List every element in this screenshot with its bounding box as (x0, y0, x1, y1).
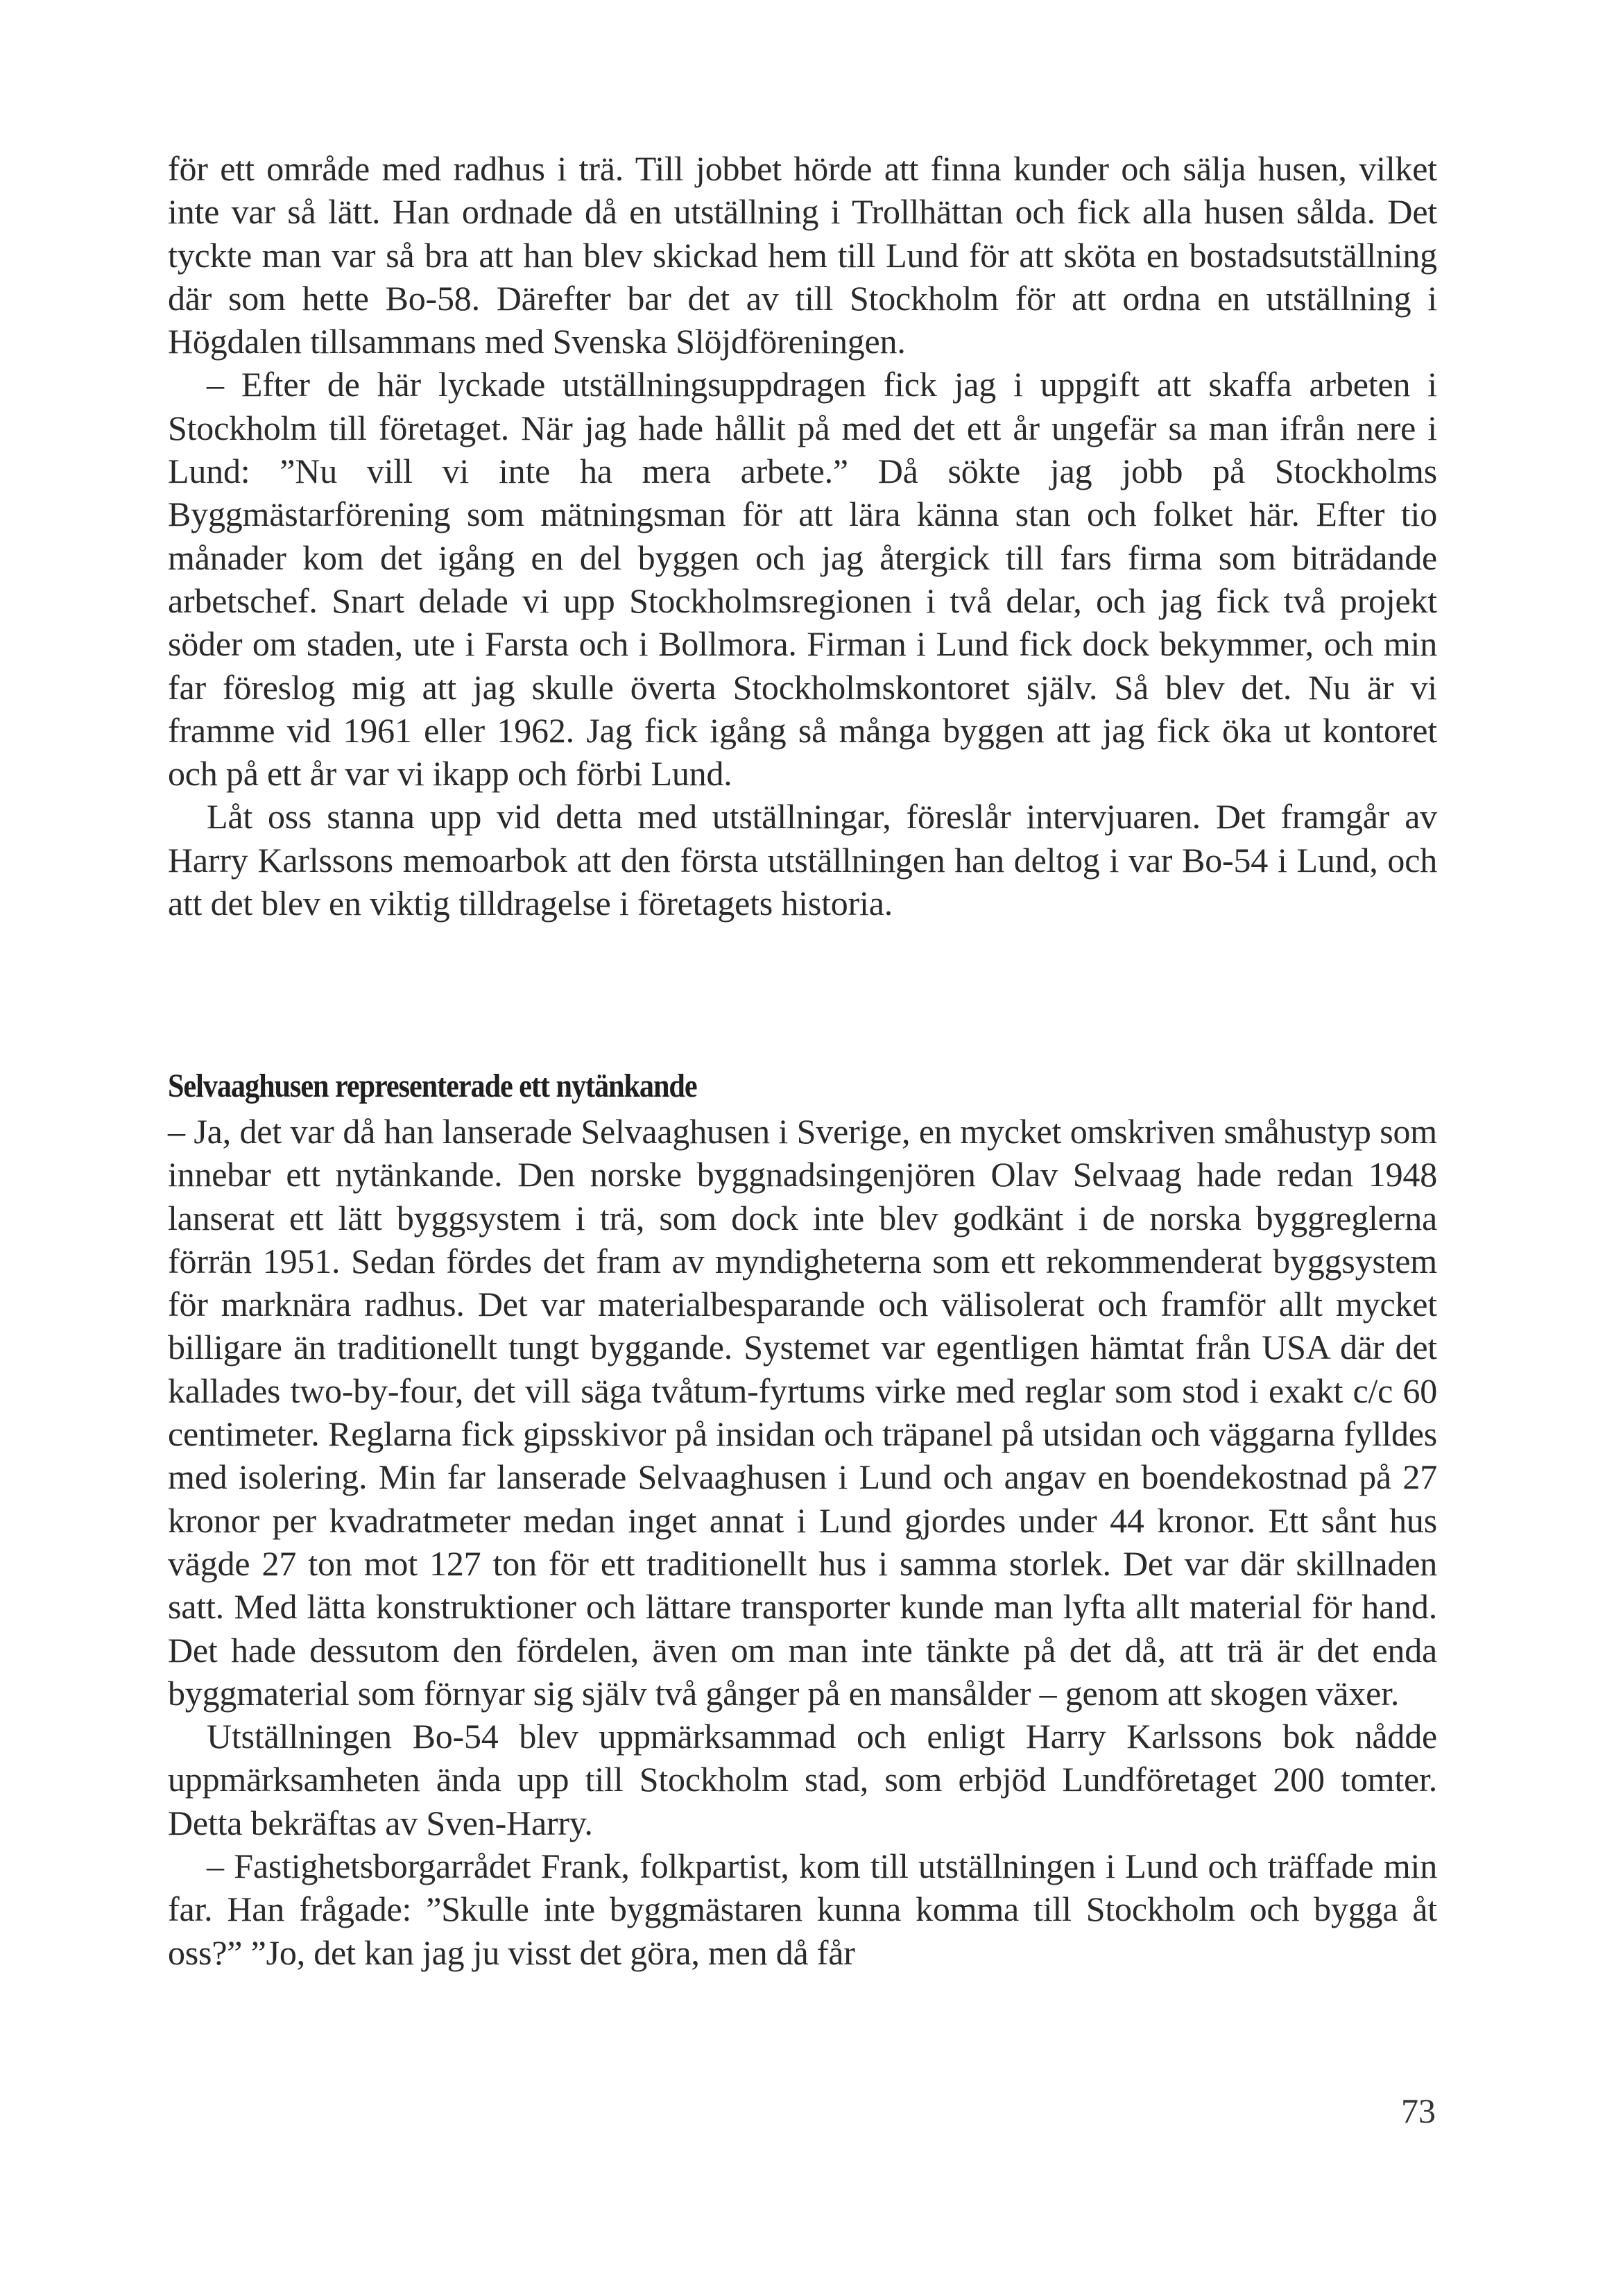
section-heading: Selvaaghusen representerade ett nytänkande (168, 1068, 697, 1104)
paragraph-quote-exhibitions: – Efter de här lyckade utställningsuppdragen fick jag i uppgift att skaffa arbeten i Stockholm till företaget. När jag hade hållit på med det ett år ungefär sa man ifrån nere i Lund: ”Nu vill vi inte ha mera arbete.” Då sökte jag jobb på Stockholms Byggmästarförening som mätningsman för att lära känna stan och folket här. Efter tio månader kom det igång en del byggen och jag återgick till fars firma som biträdande arbetschef. Snart delade vi upp Stockholmsregionen i två delar, och jag fick två projekt söder om staden, ute i Farsta och i Bollmora. Firman i Lund fick dock bekymmer, och min far föreslog mig att jag skulle överta Stockholmskontoret själv. Så blev det. Nu är vi framme vid 1961 eller 1962. Jag fick igång så många byggen att jag fick öka ut kontoret och på ett år var vi ikapp och förbi Lund. (168, 365, 1437, 794)
paragraph-frank: – Fastighetsborgarrådet Frank, folkpartist, kom till utställningen i Lund och träffade min far. Han frågade: ”Skulle inte byggmästaren kunna komma till Stockholm och bygga åt oss?” ”Jo, det kan jag ju visst det göra, men då får (168, 1847, 1437, 1972)
page-number: 73 (1401, 2091, 1436, 2130)
body-text-bottom (168, 1110, 1437, 1974)
paragraph-selvaag: – Ja, det var då han lanserade Selvaaghusen i Sverige, en mycket omskriven småhustyp som innebar ett nytänkande. Den norske byggnadsingenjören Olav Selvaag hade redan 1948 lanserat ett lätt byggsystem i trä, som dock inte blev godkänt i de norska byggreglerna förrän 1951. Sedan fördes det fram av myndigheterna som ett rekommenderat byggsystem för marknära radhus. Det var materialbesparande och välisolerat och framför allt mycket billigare än traditionellt tungt byggande. Systemet var egentligen hämtat från USA där det kallades two-by-four, det vill säga tvåtum-fyrtums virke med reglar som stod i exakt c/c 60 centimeter. Reglarna fick gipsskivor på insidan och träpanel på utsidan och väggarna fylldes med isolering. Min far lanserade Selvaaghusen i Lund och angav en boendekostnad på 27 kronor per kvadratmeter medan inget annat i Lund gjordes under 44 kronor. Ett sånt hus vägde 27 ton mot 127 ton för ett traditionellt hus i samma storlek. Det var där skillnaden satt. Med lätta konstruktioner och lättare transporter kunde man lyfta allt material för hand. Det hade dessutom den fördelen, även om man inte tänkte på det då, att trä är det enda byggmaterial som förnyar sig själv två gånger på en mansålder – genom att skogen växer. (168, 1112, 1437, 1713)
body-text-top (168, 147, 1437, 925)
paragraph-continuation: för ett område med radhus i trä. Till jobbet hörde att finna kunder och sälja husen, vilket inte var så lätt. Han ordnade då en utställning i Trollhättan och fick alla husen sålda. Det tyckte man var så bra att han blev skickad hem till Lund för att sköta en bostadsutställning där som hette Bo-58. Därefter bar det av till Stockholm för att ordna en utställning i Högdalen tillsammans med Svenska Slöjdföreningen. (168, 149, 1437, 361)
paragraph-bo54: Utställningen Bo-54 blev uppmärksammad och enligt Harry Karlssons bok nådde uppmärksamheten ända upp till Stockholm stad, som erbjöd Lundföretaget 200 tomter. Detta bekräftas av Sven-Harry. (168, 1717, 1437, 1842)
paragraph-interviewer: Låt oss stanna upp vid detta med utställningar, föreslår intervjuaren. Det framgår av Harry Karlssons memoarbok att den första utställningen han deltog i var Bo-54 i Lund, och att det blev en viktig tilldragelse i företagets historia. (168, 797, 1437, 923)
